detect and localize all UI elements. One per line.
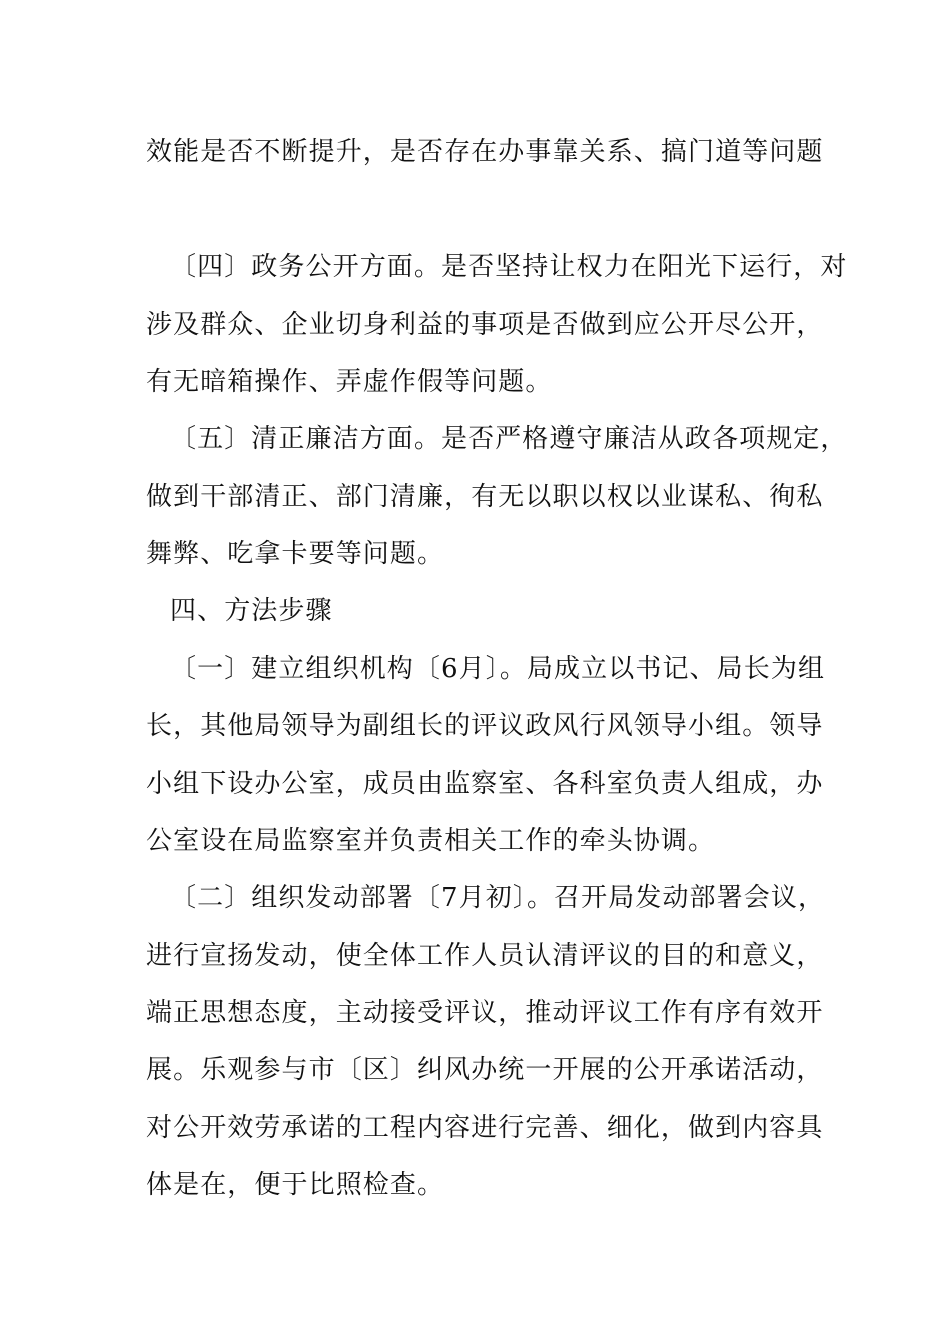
text-line: 涉及群众、企业切身利益的事项是否做到应公开尽公开，: [146, 310, 824, 340]
text-line: 进行宣扬发动，使全体工作人员认清评议的目的和意义，: [146, 941, 824, 971]
text-line: 端正思想态度，主动接受评议，推动评议工作有序有效开: [146, 998, 824, 1028]
text-line: 体是在，便于比照检查。: [146, 1170, 445, 1200]
text-line: 舞弊、吃拿卡要等问题。: [146, 539, 445, 569]
text-line: 公室设在局监察室并负责相关工作的牵头协调。: [146, 826, 716, 856]
text-line: 做到干部清正、部门清廉，有无以职以权以业谋私、徇私: [146, 482, 824, 512]
paragraph-one-start: 〔一〕建立组织机构〔6月〕。局成立以书记、局长为组: [170, 654, 826, 684]
text-line: 效能是否不断提升，是否存在办事靠关系、搞门道等问题: [146, 137, 824, 167]
text-line: 小组下设办公室，成员由监察室、各科室负责人组成，办: [146, 769, 824, 799]
text-line: 展。乐观参与市〔区〕纠风办统一开展的公开承诺活动，: [146, 1055, 824, 1085]
text-line: 对公开效劳承诺的工程内容进行完善、细化，做到内容具: [146, 1113, 824, 1143]
text-line: 长，其他局领导为副组长的评议政风行风领导小组。领导: [146, 711, 824, 741]
text-line: 有无暗箱操作、弄虚作假等问题。: [146, 367, 553, 397]
paragraph-two-start: 〔二〕组织发动部署〔7月初〕。召开局发动部署会议，: [170, 883, 826, 913]
section-heading: 四、方法步骤: [170, 596, 333, 626]
paragraph-four-start: 〔四〕政务公开方面。是否坚持让权力在阳光下运行，对: [170, 252, 848, 282]
paragraph-five-start: 〔五〕清正廉洁方面。是否严格遵守廉洁从政各项规定，: [170, 424, 848, 454]
